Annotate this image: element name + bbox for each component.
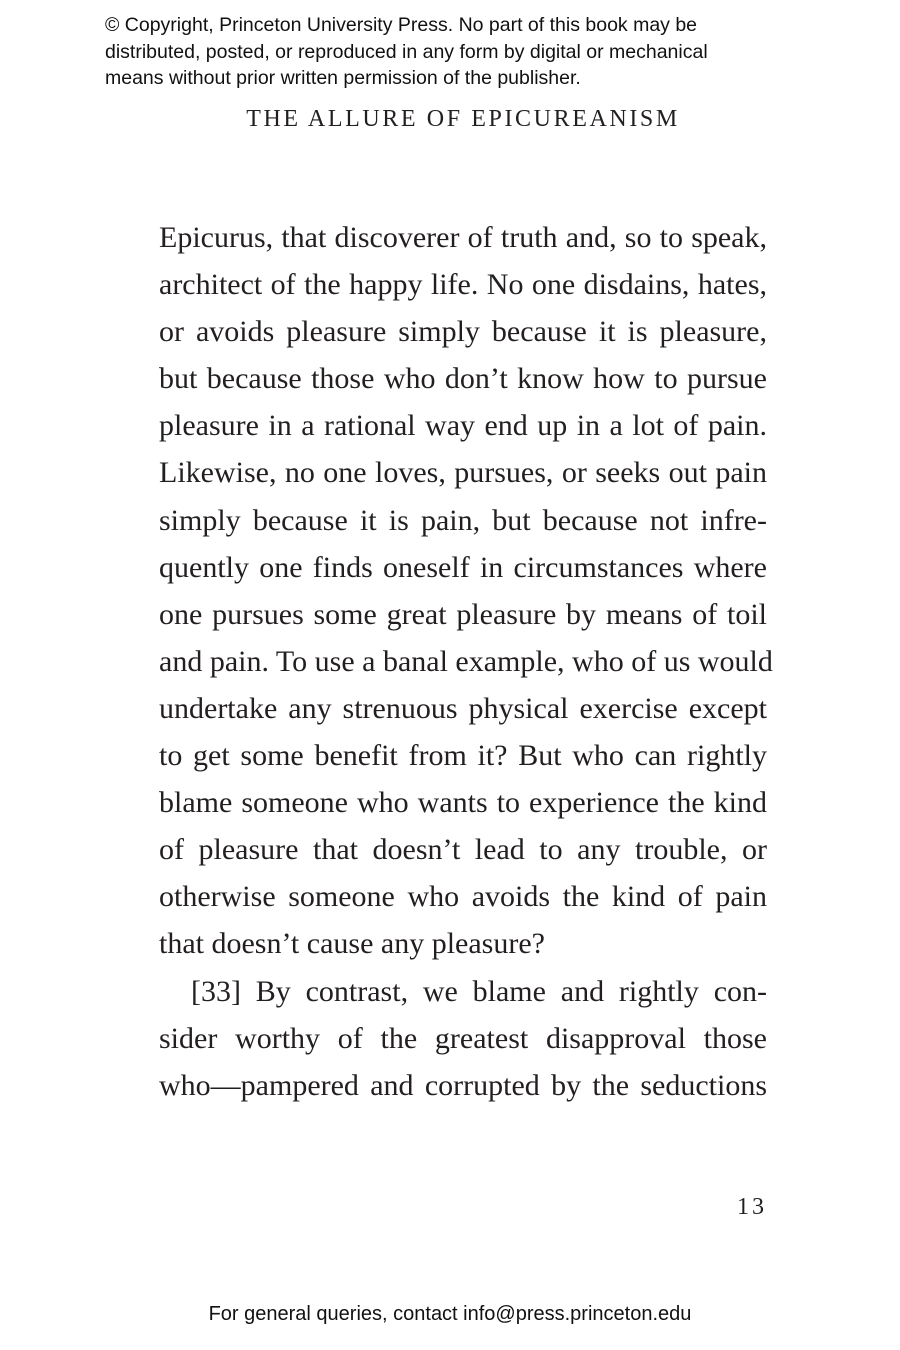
text-line: undertake any strenuous physical exercise except xyxy=(159,691,767,725)
text-line: simply because it is pain, but because not infre- xyxy=(159,503,767,537)
page-number: 13 xyxy=(737,1194,767,1220)
text-line: pleasure in a rational way end up in a lot of pain. xyxy=(159,409,767,443)
text-line: Likewise, no one loves, pursues, or seeks out pain xyxy=(159,456,767,490)
text-line: of pleasure that doesn’t lead to any trouble, or xyxy=(159,833,767,867)
body-text xyxy=(159,214,773,1109)
copyright-line: distributed, posted, or reproduced in any form by digital or mechanical xyxy=(105,40,708,63)
text-line: but because those who don’t know how to pursue xyxy=(159,362,767,396)
copyright-line: © Copyright, Princeton University Press. No part of this book may be xyxy=(105,14,698,36)
text-line: architect of the happy life. No one disdains, hates, xyxy=(159,268,767,302)
text-line: one pursues some great pleasure by means of toil xyxy=(159,597,767,631)
text-line: quently one finds oneself in circumstances where xyxy=(159,550,767,584)
text-line: and pain. To use a banal example, who of us would xyxy=(159,644,773,678)
text-line: sider worthy of the greatest disapproval those xyxy=(159,1021,767,1055)
text-line: or avoids pleasure simply because it is pleasure, xyxy=(159,315,767,349)
paragraph-first-line: [33] By contrast, we blame and rightly con- xyxy=(191,974,767,1008)
running-head: THE ALLURE OF EPICUREANISM xyxy=(246,106,680,132)
paragraph-last-line: that doesn’t cause any pleasure? xyxy=(159,927,545,961)
copyright-line: means without prior written permission of the publisher. xyxy=(105,67,581,89)
text-line: blame someone who wants to experience the kind xyxy=(159,786,767,820)
copyright-notice xyxy=(105,12,825,92)
footer-contact: For general queries, contact info@press.princeton.edu xyxy=(208,1303,692,1325)
text-line: to get some benefit from it? But who can rightly xyxy=(159,739,767,773)
text-line: otherwise someone who avoids the kind of pain xyxy=(159,880,767,914)
text-line: Epicurus, that discoverer of truth and, so to speak, xyxy=(159,221,767,254)
text-line: who—pampered and corrupted by the seductions xyxy=(159,1068,767,1102)
